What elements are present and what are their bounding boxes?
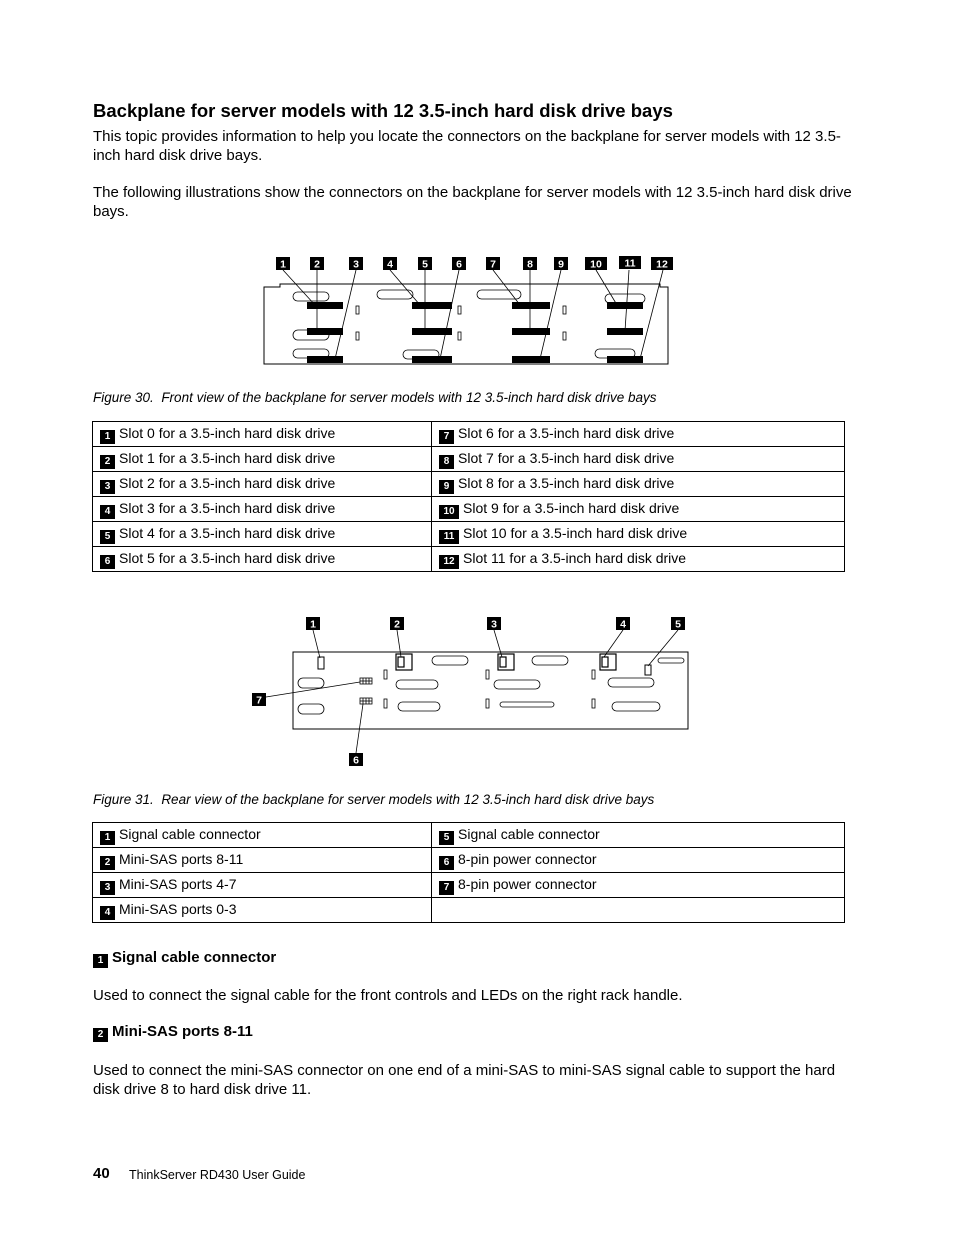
intro-paragraph-1: This topic provides information to help you locate the connectors on the backplane for server models with 12 3.5-inch hard disk drive bays.	[93, 128, 841, 164]
table-cell	[93, 447, 432, 472]
table-cell	[93, 522, 432, 547]
callout-badge: 1	[93, 954, 108, 968]
callout-2: 2	[394, 618, 400, 631]
table-cell	[93, 472, 432, 497]
table-row	[93, 522, 845, 547]
callout-badge: 7	[439, 430, 454, 444]
front-connectors-table	[92, 421, 845, 572]
cell-text: Slot 10 for a 3.5-inch hard disk drive	[463, 524, 688, 541]
table-row	[93, 873, 845, 898]
callout-badge: 8	[439, 455, 454, 469]
table-cell	[432, 472, 845, 497]
table-cell	[93, 873, 432, 898]
table-row	[93, 447, 845, 472]
callout-badge: 9	[439, 480, 454, 494]
callout-4: 4	[620, 618, 626, 631]
callout-badge: 6	[100, 555, 115, 569]
callout-1: 1	[310, 618, 316, 631]
cell-text: Signal cable connector	[119, 825, 261, 842]
table-cell	[432, 823, 845, 848]
cell-text: Slot 6 for a 3.5-inch hard disk drive	[458, 424, 675, 441]
callout-4: 4	[387, 258, 393, 271]
table-cell	[432, 873, 845, 898]
cell-text: 8-pin power connector	[458, 850, 597, 867]
table-cell	[432, 497, 845, 522]
footer-guide-title: ThinkServer RD430 User Guide	[129, 1168, 306, 1182]
rear-callouts	[252, 617, 685, 767]
callout-7: 7	[256, 694, 262, 707]
cell-text: Slot 4 for a 3.5-inch hard disk drive	[119, 524, 336, 541]
figure-30-caption	[93, 390, 657, 405]
subheading-mini-sas-8-11	[93, 1023, 253, 1042]
cell-text: Slot 1 for a 3.5-inch hard disk drive	[119, 449, 336, 466]
callout-badge: 5	[439, 831, 454, 845]
callout-1: 1	[280, 258, 286, 271]
callout-badge: 4	[100, 505, 115, 519]
callout-6: 6	[353, 754, 359, 767]
table-cell	[93, 823, 432, 848]
figure-30-label: Figure 30.	[93, 390, 154, 405]
table-cell	[93, 497, 432, 522]
cell-text: Slot 5 for a 3.5-inch hard disk drive	[119, 549, 336, 566]
callout-badge: 2	[100, 856, 115, 870]
callout-badge: 7	[439, 881, 454, 895]
callout-badge: 6	[439, 856, 454, 870]
cell-text: Slot 8 for a 3.5-inch hard disk drive	[458, 474, 675, 491]
cell-text: Slot 7 for a 3.5-inch hard disk drive	[458, 449, 675, 466]
callout-badge: 12	[439, 555, 459, 569]
callout-3: 3	[353, 258, 359, 271]
table-cell	[432, 848, 845, 873]
page-number: 40	[93, 1165, 110, 1182]
cell-text: Mini-SAS ports 0-3	[119, 900, 237, 917]
table-row	[93, 898, 845, 923]
table-cell-empty	[432, 898, 845, 923]
callout-badge: 4	[100, 906, 115, 920]
callout-3: 3	[491, 618, 497, 631]
callout-8: 8	[527, 258, 533, 271]
figure-31-label: Figure 31.	[93, 792, 154, 807]
callout-2: 2	[314, 258, 320, 271]
table-cell	[93, 898, 432, 923]
cell-text: Signal cable connector	[458, 825, 600, 842]
subheading-signal-cable	[93, 949, 276, 968]
callout-11: 11	[624, 257, 636, 270]
callout-badge: 1	[100, 430, 115, 444]
table-row	[93, 497, 845, 522]
figure-30-caption-text: Front view of the backplane for server models with 12 3.5-inch hard disk drive bays	[161, 390, 657, 405]
table-row	[93, 472, 845, 497]
table-cell	[432, 547, 845, 572]
callout-7: 7	[490, 258, 496, 271]
callout-badge: 3	[100, 480, 115, 494]
table-cell	[432, 447, 845, 472]
callout-badge: 3	[100, 881, 115, 895]
callout-badge: 1	[100, 831, 115, 845]
figure-31-caption	[93, 792, 654, 807]
table-cell	[432, 522, 845, 547]
front-callouts	[276, 256, 673, 271]
front-view-backplane-diagram	[255, 252, 675, 372]
table-row	[93, 823, 845, 848]
callout-badge: 2	[93, 1028, 108, 1042]
callout-10: 10	[590, 258, 602, 271]
callout-12: 12	[656, 258, 668, 271]
callout-5: 5	[422, 258, 428, 271]
cell-text: Slot 11 for a 3.5-inch hard disk drive	[463, 549, 687, 566]
mini-sas-description: Used to connect the mini-SAS connector on one end of a mini-SAS to mini-SAS signal cable to support the hard disk drive 8 to hard disk drive 11.	[93, 1062, 836, 1098]
callout-badge: 5	[100, 530, 115, 544]
figure-31-caption-text: Rear view of the backplane for server models with 12 3.5-inch hard disk drive bays	[161, 792, 655, 807]
subheading-text: Signal cable connector	[112, 949, 277, 966]
callout-badge: 11	[439, 530, 459, 544]
callout-9: 9	[558, 258, 564, 271]
table-cell	[93, 547, 432, 572]
callout-badge: 10	[439, 505, 459, 519]
subheading-text: Mini-SAS ports 8-11	[112, 1023, 253, 1040]
table-row	[93, 547, 845, 572]
callout-5: 5	[675, 618, 681, 631]
callout-badge: 2	[100, 455, 115, 469]
table-cell	[93, 422, 432, 447]
signal-cable-description: Used to connect the signal cable for the front controls and LEDs on the right rack handle.	[93, 987, 683, 1004]
cell-text: Slot 0 for a 3.5-inch hard disk drive	[119, 424, 336, 441]
table-row	[93, 848, 845, 873]
table-row	[93, 422, 845, 447]
cell-text: Slot 3 for a 3.5-inch hard disk drive	[119, 499, 336, 516]
cell-text: Slot 9 for a 3.5-inch hard disk drive	[463, 499, 680, 516]
rear-connectors-table	[92, 822, 845, 923]
intro-paragraph-2: The following illustrations show the connectors on the backplane for server models with 12 3.5-inch hard disk drive bays.	[93, 184, 852, 220]
rear-view-backplane-diagram	[248, 612, 693, 770]
cell-text: Slot 2 for a 3.5-inch hard disk drive	[119, 474, 336, 491]
section-heading: Backplane for server models with 12 3.5-inch hard disk drive bays	[93, 100, 673, 121]
callout-6: 6	[456, 258, 462, 271]
cell-text: 8-pin power connector	[458, 875, 597, 892]
cell-text: Mini-SAS ports 8-11	[119, 850, 244, 867]
table-cell	[93, 848, 432, 873]
table-cell	[432, 422, 845, 447]
cell-text: Mini-SAS ports 4-7	[119, 875, 237, 892]
